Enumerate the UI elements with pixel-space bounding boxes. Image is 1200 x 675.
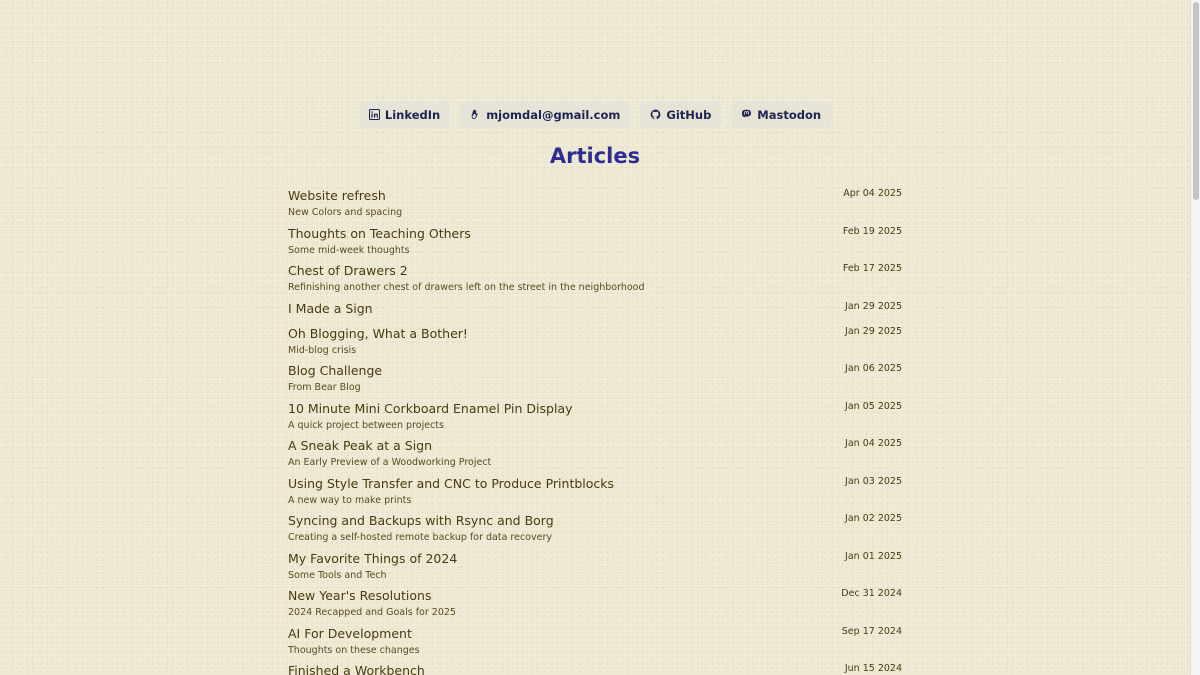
article-subtitle: Some Tools and Tech (288, 569, 387, 581)
article-title[interactable]: A Sneak Peak at a Sign (288, 438, 433, 453)
article-date: Jan 03 2025 (845, 475, 902, 487)
article-item[interactable] (288, 399, 902, 437)
article-item[interactable] (288, 474, 902, 512)
article-item[interactable] (288, 661, 902, 675)
article-date: Feb 17 2025 (842, 263, 902, 274)
social-links (0, 102, 1190, 127)
article-subtitle: 2024 Recapped and Goals for 2025 (288, 607, 456, 618)
article-item[interactable] (288, 299, 902, 324)
article-date: Apr 04 2025 (843, 188, 902, 199)
article-title[interactable]: 10 Minute Mini Corkboard Enamel Pin Display (288, 400, 573, 416)
article-title[interactable]: Syncing and Backups with Rsync and Borg (288, 513, 554, 528)
article-title[interactable]: AI For Development (288, 625, 412, 641)
hand-wave-icon (470, 109, 481, 120)
mastodon-label: Mastodon (757, 107, 822, 122)
article-subtitle: An Early Preview of a Woodworking Project (288, 457, 492, 468)
article-item[interactable] (288, 261, 902, 299)
article-item[interactable] (288, 624, 902, 662)
article-date: Jan 29 2025 (845, 325, 902, 337)
article-item[interactable] (288, 324, 902, 362)
article-item[interactable] (288, 361, 902, 399)
article-subtitle: Mid-blog crisis (288, 344, 357, 356)
article-subtitle: From Bear Blog (288, 382, 361, 393)
article-title[interactable]: Website refresh (288, 188, 386, 203)
article-item[interactable] (288, 436, 902, 474)
article-date: Jun 15 2024 (844, 663, 902, 674)
linkedin-icon (369, 109, 380, 120)
article-title[interactable]: I Made a Sign (288, 300, 373, 316)
article-date: Feb 19 2025 (842, 225, 902, 237)
article-list (288, 186, 902, 675)
article-date: Jan 02 2025 (845, 513, 902, 524)
article-subtitle: A new way to make prints (288, 494, 412, 506)
scrollbar[interactable] (1190, 0, 1200, 675)
article-date: Sep 17 2024 (841, 625, 902, 637)
mastodon-icon (741, 109, 752, 120)
email-label: mjomdal@gmail.com (486, 107, 621, 122)
article-title[interactable]: Finished a Workbench (288, 663, 425, 675)
github-label: GitHub (666, 107, 712, 122)
article-title[interactable]: Blog Challenge (288, 363, 383, 378)
linkedin-link[interactable] (359, 102, 450, 127)
github-icon (650, 109, 661, 120)
scrollbar-thumb[interactable] (1193, 2, 1199, 200)
article-subtitle: Creating a self-hosted remote backup for data recovery (288, 532, 552, 543)
article-item[interactable] (288, 224, 902, 262)
article-title[interactable]: New Year's Resolutions (288, 588, 432, 603)
github-link[interactable] (640, 102, 721, 127)
mastodon-link[interactable] (731, 102, 831, 127)
article-date: Jan 06 2025 (845, 363, 902, 374)
article-item[interactable] (288, 186, 902, 224)
article-subtitle: Some mid-week thoughts (288, 244, 410, 256)
article-item[interactable] (288, 586, 902, 624)
article-subtitle: Thoughts on these changes (288, 644, 420, 656)
article-title[interactable]: My Favorite Things of 2024 (288, 550, 458, 566)
article-subtitle: Refinishing another chest of drawers left on the street in the neighborhood (288, 282, 645, 293)
article-date: Jan 04 2025 (845, 438, 902, 449)
article-date: Dec 31 2024 (841, 588, 902, 599)
article-date: Jan 29 2025 (845, 300, 902, 312)
article-title[interactable]: Using Style Transfer and CNC to Produce Printblocks (288, 475, 615, 491)
email-link[interactable] (460, 102, 630, 127)
article-subtitle: A quick project between projects (288, 419, 444, 431)
article-item[interactable] (288, 511, 902, 549)
article-date: Jan 05 2025 (845, 400, 902, 412)
article-item[interactable] (288, 549, 902, 587)
article-title[interactable]: Thoughts on Teaching Others (288, 225, 471, 241)
article-subtitle: New Colors and spacing (288, 207, 403, 218)
page-title: Articles (549, 144, 641, 168)
article-title[interactable]: Oh Blogging, What a Bother! (288, 325, 468, 341)
article-date: Jan 01 2025 (845, 550, 902, 562)
linkedin-label: LinkedIn (384, 107, 441, 122)
article-title[interactable]: Chest of Drawers 2 (288, 263, 408, 278)
